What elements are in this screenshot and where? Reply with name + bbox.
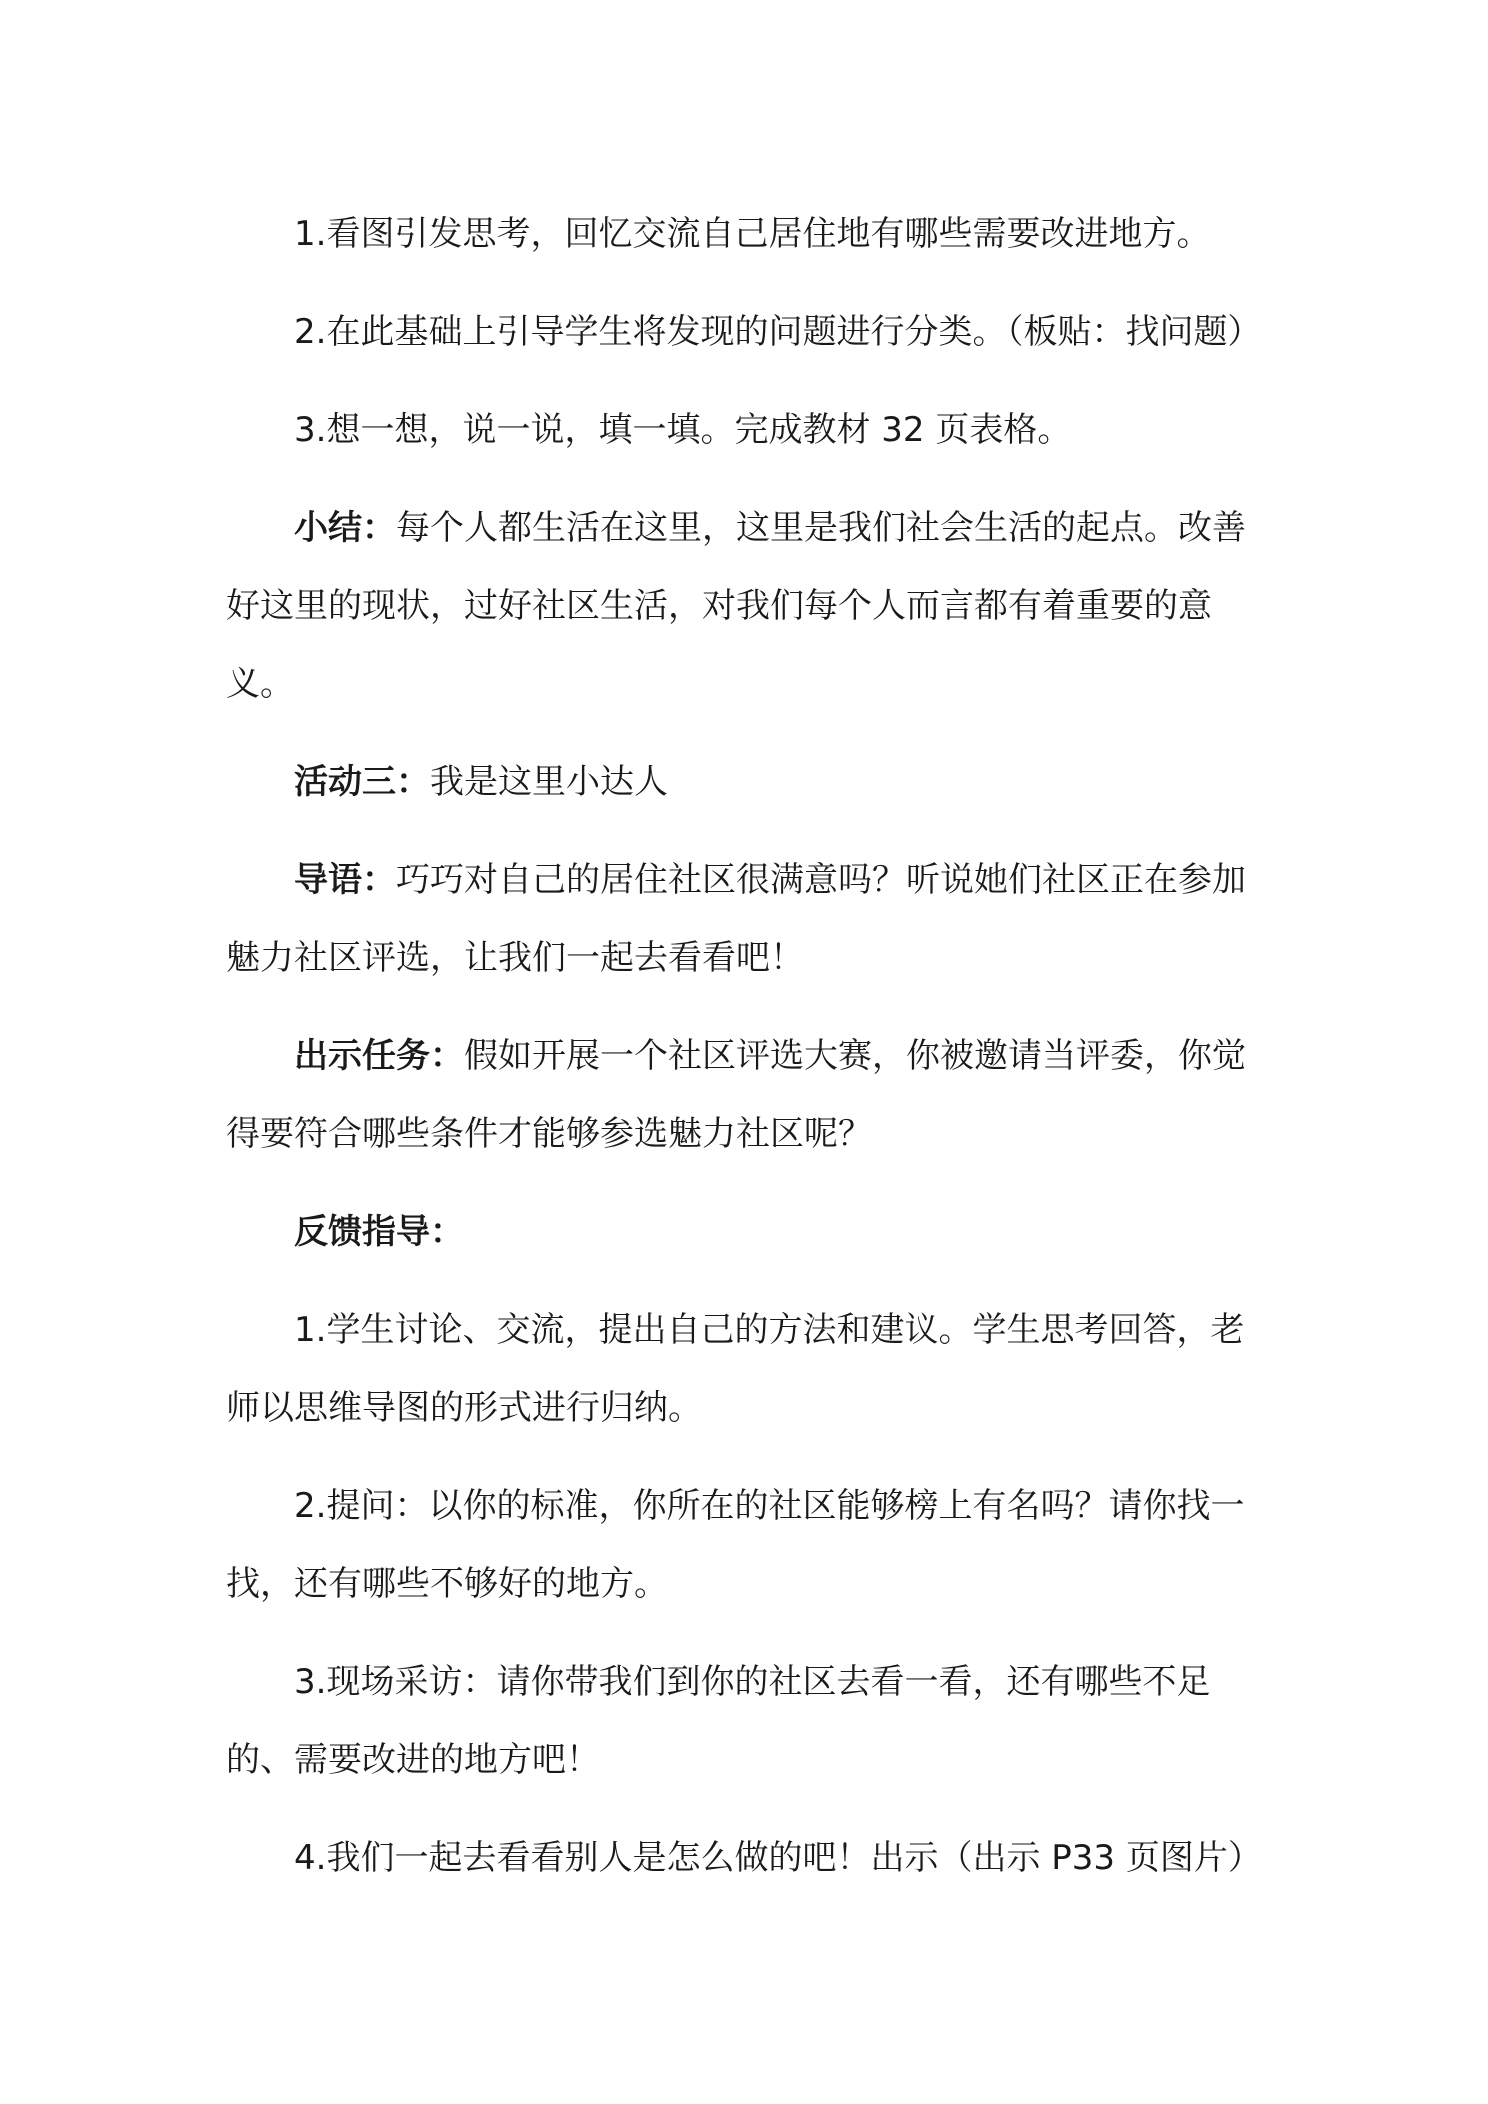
paragraph-text: 3.想一想，说一说，填一填。完成教材 32 页表格。: [294, 410, 1072, 450]
paragraph-text: 2.提问：以你的标准，你所在的社区能够榜上有名吗？请你找一找，还有哪些不够好的地方。: [226, 1486, 1245, 1604]
paragraph-text: 1.学生讨论、交流，提出自己的方法和建议。学生思考回答，老师以思维导图的形式进行归纳。: [226, 1310, 1245, 1428]
paragraph-feedback-1: [226, 1291, 1266, 1447]
paragraph-activity-three: [226, 743, 1266, 821]
paragraph-text: 2.在此基础上引导学生将发现的问题进行分类。（板贴：找问题）: [294, 312, 1262, 352]
activity-text: 我是这里小达人: [430, 762, 668, 802]
summary-text: 每个人都生活在这里，这里是我们社会生活的起点。改善好这里的现状，过好社区生活，对我们每个人而言都有着重要的意义。: [226, 508, 1246, 704]
intro-text: 巧巧对自己的居住社区很满意吗？听说她们社区正在参加魅力社区评选，让我们一起去看看吧！: [226, 860, 1246, 978]
paragraph-text: 3.现场采访：请你带我们到你的社区去看一看，还有哪些不足的、需要改进的地方吧！: [226, 1662, 1211, 1780]
paragraph-text: 1.看图引发思考，回忆交流自己居住地有哪些需要改进地方。: [294, 214, 1211, 254]
paragraph-summary: [226, 489, 1266, 723]
paragraph-feedback: [226, 1193, 1266, 1271]
paragraph-feedback-3: [226, 1643, 1266, 1799]
paragraph-2: [226, 293, 1266, 371]
document-body: [226, 195, 1266, 1897]
activity-label: 活动三：: [294, 762, 430, 802]
paragraph-feedback-2: [226, 1467, 1266, 1623]
paragraph-3: [226, 391, 1266, 469]
task-text: 假如开展一个社区评选大赛，你被邀请当评委，你觉得要符合哪些条件才能够参选魅力社区呢？: [226, 1036, 1246, 1154]
paragraph-task: [226, 1017, 1266, 1173]
feedback-label: 反馈指导：: [294, 1212, 464, 1252]
paragraph-feedback-4: [226, 1819, 1266, 1897]
summary-label: 小结：: [294, 508, 396, 548]
task-label: 出示任务：: [294, 1036, 464, 1076]
paragraph-1: [226, 195, 1266, 273]
paragraph-text: 4.我们一起去看看别人是怎么做的吧！出示（出示 P33 页图片）: [294, 1838, 1262, 1878]
intro-label: 导语：: [294, 860, 396, 900]
paragraph-intro: [226, 841, 1266, 997]
